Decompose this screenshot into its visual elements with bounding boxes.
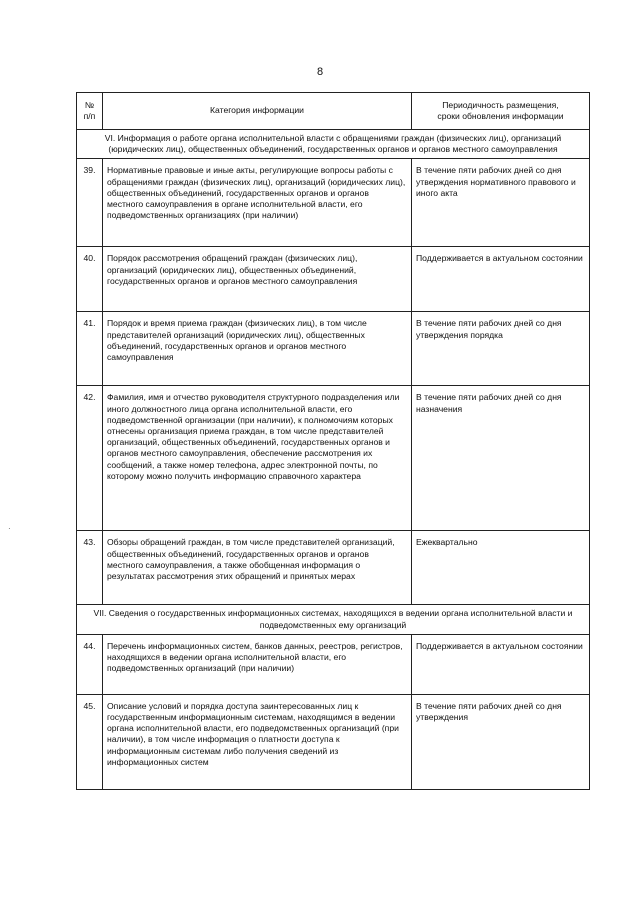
row-category: Описание условий и порядка доступа заинтересованных лиц к государственным информационным системам, находящимся в ведении органа исполнительной власти, его подведомственных организаций (при наличии), в том числе информация о платности доступа к информационным системам либо получения сведений из информационных систем xyxy=(103,694,412,789)
row-category: Перечень информационных систем, банков данных, реестров, регистров, находящихся в ведении органа исполнительной власти, его подведомственных организаций (при наличии) xyxy=(103,634,412,694)
row-number: 45. xyxy=(77,694,103,789)
row-period: В течение пяти рабочих дней со дня утверждения нормативного правового и иного акта xyxy=(412,159,590,247)
table-row xyxy=(77,531,590,605)
row-category: Обзоры обращений граждан, в том числе представителей организаций, общественных объединений, государственных органов и органов местного самоуправления, а также обобщенная информация о результатах рассмотрения этих обращений и принятых мерах xyxy=(103,531,412,605)
row-number: 43. xyxy=(77,531,103,605)
margin-mark: · xyxy=(8,524,11,533)
row-period: В течение пяти рабочих дней со дня утверждения порядка xyxy=(412,312,590,386)
section-title: VII. Сведения о государственных информационных системах, находящихся в ведении органа исполнительной власти и подведомственных ему организаций xyxy=(77,605,590,634)
row-period: Поддерживается в актуальном состоянии xyxy=(412,634,590,694)
row-category: Порядок рассмотрения обращений граждан (физических лиц), организаций (юридических лиц), общественных объединений, государственных органов и органов местного самоуправления xyxy=(103,247,412,312)
table-row xyxy=(77,159,590,247)
table-header-row xyxy=(77,93,590,130)
row-number: 42. xyxy=(77,386,103,531)
row-category: Нормативные правовые и иные акты, регулирующие вопросы работы с обращениями граждан (физических лиц), организаций (юридических лиц), общественных объединений, государственных органов и органов местного самоуправления в органе исполнительной власти, его подведомственных организациях (при наличии) xyxy=(103,159,412,247)
section-6-row xyxy=(77,130,590,159)
table-row xyxy=(77,694,590,789)
page-number: 8 xyxy=(316,66,324,78)
row-category: Порядок и время приема граждан (физических лиц), в том числе представителей организаций (юридических лиц), общественных объединений, государственных органов и органов местного самоуправления xyxy=(103,312,412,386)
table-row xyxy=(77,312,590,386)
information-table xyxy=(76,92,590,790)
row-number: 39. xyxy=(77,159,103,247)
table-row xyxy=(77,634,590,694)
header-period: Периодичность размещения, сроки обновления информации xyxy=(412,93,590,130)
header-category: Категория информации xyxy=(103,93,412,130)
table-row xyxy=(77,247,590,312)
row-period: В течение пяти рабочих дней со дня утверждения xyxy=(412,694,590,789)
row-category: Фамилия, имя и отчество руководителя структурного подразделения или иного должностного лица органа исполнительной власти, его подведомственной организации (при наличии), к полномочиям которых отнесены организация приема граждан, в том числе представителей организаций, общественных объединений, государственных органов и органов местного самоуправления, обеспечение рассмотрения их сообщений, а также номер телефона, адрес электронной почты, по которому можно получить информацию справочного характера xyxy=(103,386,412,531)
section-7-row xyxy=(77,605,590,634)
row-period: Поддерживается в актуальном состоянии xyxy=(412,247,590,312)
section-title: VI. Информация о работе органа исполнительной власти с обращениями граждан (физических лиц), организаций (юридических лиц), общественных объединений, государственных органов и органов местного самоуправления xyxy=(77,130,590,159)
row-number: 41. xyxy=(77,312,103,386)
row-period: В течение пяти рабочих дней со дня назначения xyxy=(412,386,590,531)
row-number: 40. xyxy=(77,247,103,312)
table-row xyxy=(77,386,590,531)
row-period: Ежеквартально xyxy=(412,531,590,605)
header-num: № п/п xyxy=(77,93,103,130)
row-number: 44. xyxy=(77,634,103,694)
